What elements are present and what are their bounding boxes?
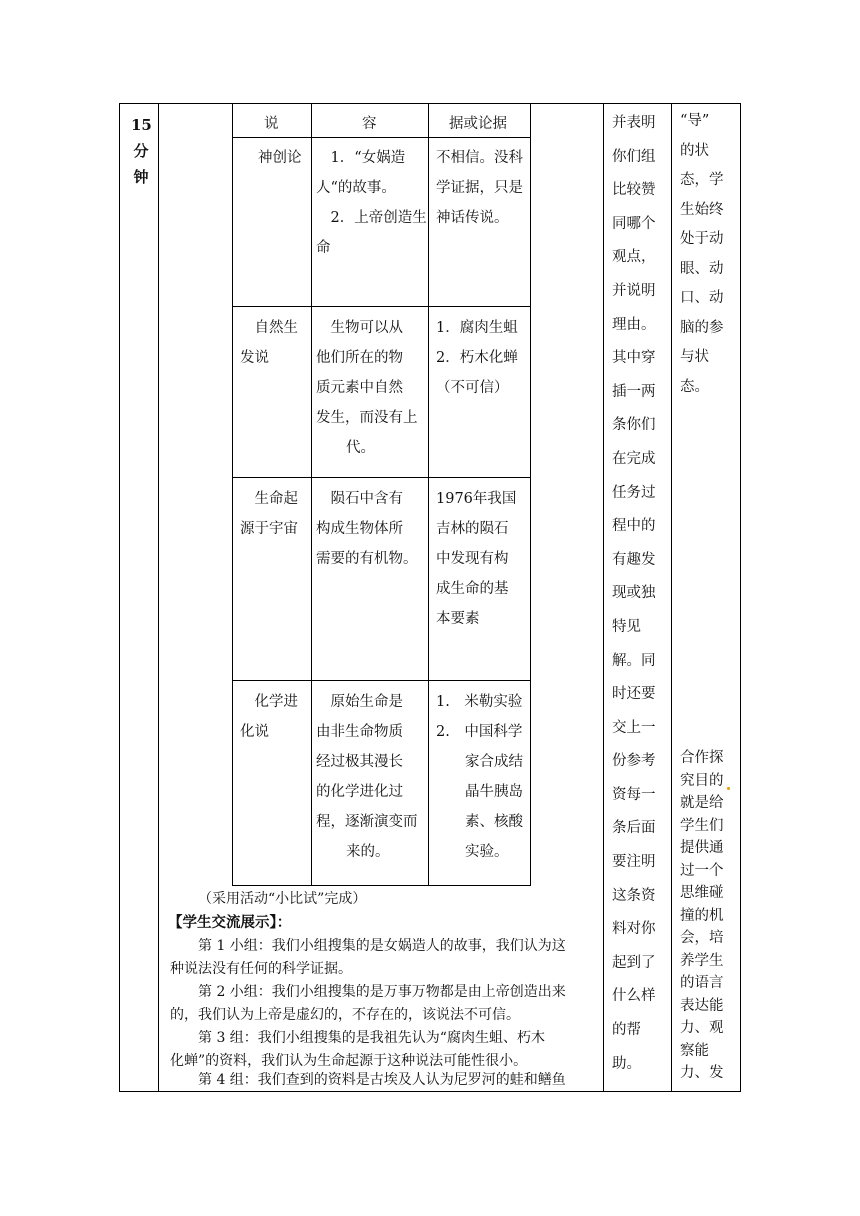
intent-line: 学生们: [680, 817, 724, 834]
intent-line: 处于动: [680, 231, 724, 247]
content-line: 来的。: [346, 844, 390, 860]
evidence-cell: [436, 687, 532, 867]
teacher-line: 程中的: [612, 518, 656, 535]
intent-line: 养学生: [680, 952, 724, 969]
intent-line: 的语言: [680, 975, 724, 991]
inner-table-bottom-border: [232, 885, 531, 886]
paragraph-line: 化蝉”的资料，我们认为生命起源于这种说法可能性很小。: [170, 1053, 528, 1069]
teacher-line: 助。: [612, 1055, 641, 1072]
intent-line: 力、观: [680, 1020, 724, 1036]
evidence-line: （不可信）: [436, 380, 509, 396]
inner-row-border-1: [232, 306, 531, 307]
evidence-line: 晶牛胰岛: [436, 784, 523, 800]
outer-table-right-border: [740, 103, 741, 1092]
content-line: 质元素中自然: [316, 380, 403, 396]
outer-table-left-border: [119, 103, 120, 1092]
teacher-line: 条后面: [612, 820, 656, 837]
section-heading: 【学生交流展示】：: [168, 914, 292, 931]
intent-line: 眼、动: [680, 260, 724, 277]
paragraph-line: 第 1 小组：我们小组搜集的是女娲造人的故事，我们认为这: [170, 938, 566, 954]
teacher-line: 并说明: [612, 282, 656, 299]
intent-line: 口、动: [680, 290, 724, 306]
content-line: 他们所在的物: [316, 350, 403, 366]
intent-line: 就是给: [680, 795, 724, 811]
content-line: 生物可以从: [316, 320, 403, 336]
content-line: 发生，而没有上: [316, 410, 418, 426]
intent-line: 撞的机: [680, 907, 724, 924]
content-cell: [316, 484, 428, 574]
teacher-line: 插一两: [612, 383, 656, 400]
theory-cell: [240, 687, 310, 747]
outer-col-divider-1: [158, 103, 159, 1092]
time-label-line: 钟: [133, 168, 149, 186]
theory-line: 化学进: [240, 694, 298, 710]
theory-line: 生命起: [240, 491, 298, 507]
time-label: [131, 112, 151, 190]
teacher-line: 比较赞: [612, 182, 656, 199]
theory-line: 源于宇宙: [240, 521, 298, 537]
content-line: 的化学进化过: [316, 784, 403, 800]
intent-line: “导”: [680, 113, 710, 129]
time-label-line: 15: [131, 116, 152, 134]
intent-line: 态，学: [680, 172, 724, 188]
content-line: 命: [316, 240, 331, 256]
evidence-cell: [436, 143, 532, 233]
evidence-line: 1976年我国: [436, 491, 517, 507]
theory-line: 神创论: [258, 150, 302, 166]
evidence-line: 实验。: [436, 844, 509, 860]
content-line: 需要的有机物。: [316, 551, 418, 567]
inner-header-theory: 说: [264, 116, 279, 132]
highlight-dot: [727, 787, 730, 790]
intent-line: 力、发: [680, 1065, 724, 1081]
theory-line: 自然生: [240, 320, 298, 336]
paragraph-line: 第 2 小组：我们小组搜集的是万事万物都是由上帝创造出来: [170, 984, 566, 1000]
teacher-line: 理由。: [612, 316, 656, 333]
content-line: 由非生命物质: [316, 724, 403, 740]
inner-row-border-2: [232, 477, 531, 478]
paragraph-line: 第 3 组：我们小组搜集的是我祖先认为“腐肉生蛆、朽木: [170, 1030, 545, 1046]
teacher-line: 现或独: [612, 585, 656, 602]
inner-col-border-left: [232, 103, 233, 886]
intent-line: 思维碰: [680, 885, 724, 901]
teacher-line: 同哪个: [612, 215, 656, 232]
teacher-line: 任务过: [612, 484, 656, 501]
intent-line: 态。: [680, 378, 709, 395]
evidence-line: 本要素: [436, 611, 480, 627]
evidence-line: 2．朽木化蝉: [436, 350, 518, 366]
content-line: 1．“女娲造: [316, 150, 406, 166]
teacher-line: 时还要: [612, 686, 656, 703]
inner-col-border-1: [311, 103, 312, 886]
content-line: 原始生命是: [316, 694, 403, 710]
inner-header-evidence: 据或论据: [449, 116, 507, 132]
evidence-line: 2. 中国科学: [436, 724, 523, 740]
content-line: 经过极其漫长: [316, 754, 403, 770]
evidence-line: 不相信。没科: [436, 150, 523, 166]
evidence-line: 1. 米勒实验: [436, 694, 523, 710]
intent-line: 究目的: [680, 772, 724, 789]
student-paragraph: [170, 981, 600, 1027]
teacher-line: 份参考: [612, 753, 656, 770]
student-paragraph: [170, 1027, 600, 1073]
teacher-line: 你们组: [612, 148, 656, 165]
teacher-line: 交上一: [612, 719, 656, 736]
teacher-line: 其中穿: [612, 350, 656, 367]
content-line: 人“的故事。: [316, 180, 396, 196]
evidence-line: 成生命的基: [436, 581, 509, 597]
teacher-line: 特见: [612, 618, 641, 635]
paragraph-line: 第 4 组：我们查到的资料是古埃及人认为尼罗河的蛙和鳝鱼: [170, 1072, 566, 1088]
teacher-line: 料对你: [612, 921, 656, 938]
activity-caption: （采用活动“小比试”完成）: [198, 891, 367, 907]
outer-col-divider-2: [603, 103, 604, 1092]
evidence-line: 1．腐肉生蛆: [436, 320, 518, 336]
inner-header-content: 容: [362, 116, 377, 132]
teacher-line: 资每一: [612, 786, 656, 803]
content-line: 陨石中含有: [316, 491, 403, 507]
intent-line: 生始终: [680, 201, 724, 218]
evidence-line: 素、核酸: [436, 814, 523, 830]
evidence-line: 中发现有构: [436, 551, 509, 567]
intent-line: 与状: [680, 349, 709, 365]
theory-cell: [240, 484, 310, 544]
theory-line: 发说: [240, 350, 269, 366]
content-line: 代。: [346, 440, 375, 456]
intent-line: 表达能: [680, 997, 724, 1014]
evidence-cell: [436, 313, 532, 403]
intent-line: 察能: [680, 1042, 709, 1059]
evidence-line: 神话传说。: [436, 210, 509, 226]
paragraph-line: 种说法没有任何的科学证据。: [170, 961, 352, 977]
intent-line: 脑的参: [680, 319, 724, 336]
content-line: 2．上帝创造生: [316, 210, 427, 226]
teacher-line: 的帮: [612, 1022, 641, 1039]
intent-line: 的状: [680, 142, 709, 159]
intent-column-bottom: [680, 747, 740, 1085]
paragraph-line: 的，我们认为上帝是虚幻的，不存在的，该说法不可信。: [170, 1007, 520, 1023]
inner-row-border-3: [232, 680, 531, 681]
inner-table-top-border: [232, 103, 531, 104]
time-label-line: 分: [133, 142, 149, 160]
content-cell: [316, 143, 428, 263]
student-paragraph: [170, 1069, 600, 1092]
theory-line: 化说: [240, 724, 269, 740]
evidence-line: 家合成结: [436, 754, 523, 770]
theory-cell: [258, 143, 308, 173]
inner-col-border-2: [428, 103, 429, 886]
teacher-line: 在完成: [612, 450, 656, 467]
teacher-line: 要注明: [612, 854, 656, 871]
content-cell: [316, 687, 428, 867]
evidence-cell: [436, 484, 532, 634]
intent-column-top: [680, 107, 740, 402]
intent-line: 会，培: [680, 930, 724, 946]
intent-line: 过一个: [680, 862, 724, 879]
intent-line: 合作探: [680, 750, 724, 766]
content-line: 程，逐渐演变而: [316, 814, 418, 830]
theory-cell: [240, 313, 310, 373]
content-cell: [316, 313, 428, 463]
teacher-line: 这条资: [612, 887, 656, 904]
evidence-line: 学证据，只是: [436, 180, 523, 196]
teacher-line: 观点，: [612, 249, 656, 266]
teacher-line: 有趣发: [612, 551, 656, 568]
content-line: 构成生物体所: [316, 521, 403, 537]
teacher-line: 解。同: [612, 652, 656, 669]
student-paragraph: [170, 935, 600, 981]
teacher-line: 起到了: [612, 954, 656, 971]
teacher-line: 并表明: [612, 115, 656, 131]
inner-table-header-border: [232, 137, 531, 138]
teacher-activity-column: [612, 107, 672, 1081]
intent-line: 提供通: [680, 840, 724, 856]
evidence-line: 吉林的陨石: [436, 521, 509, 537]
teacher-line: 什么样: [612, 988, 656, 1005]
teacher-line: 条你们: [612, 417, 656, 434]
